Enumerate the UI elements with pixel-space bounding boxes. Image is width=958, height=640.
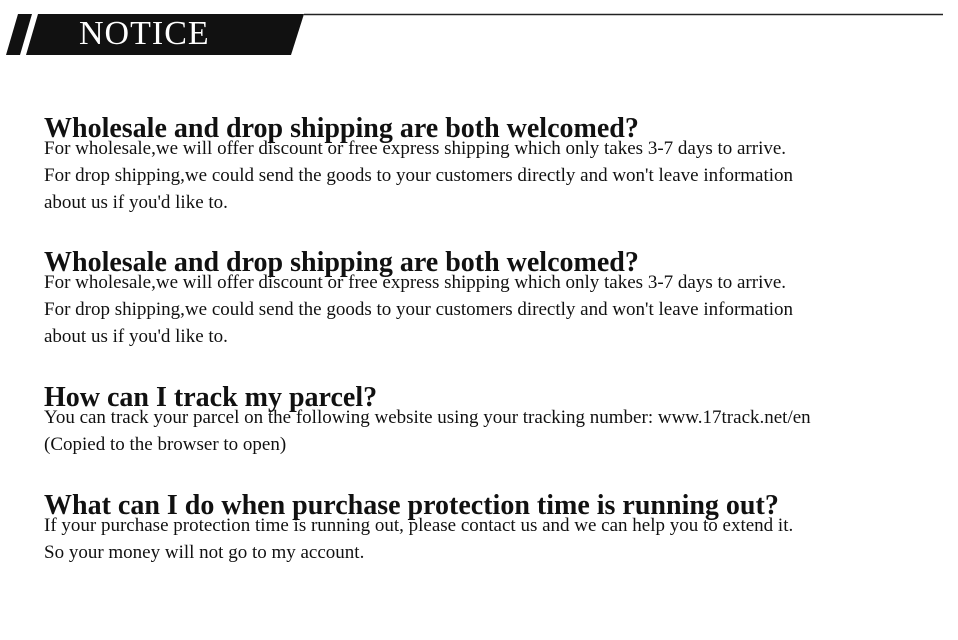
- faq-answer-line: about us if you'd like to.: [44, 326, 228, 347]
- faq-item-purchase-protection: [44, 491, 944, 566]
- faq-question: Wholesale and drop shipping are both welcomed?: [44, 247, 639, 278]
- notice-title: NOTICE: [79, 15, 210, 52]
- faq-question: What can I do when purchase protection time is running out?: [44, 490, 779, 521]
- faq-answer-line: So your money will not go to my account.: [44, 542, 365, 563]
- faq-answer: [44, 404, 944, 458]
- faq-answer-line: For drop shipping,we could send the goods to your customers directly and won't leave information: [44, 299, 794, 320]
- faq-answer-line: For drop shipping,we could send the goods to your customers directly and won't leave information: [44, 165, 794, 186]
- faq-item-wholesale-1: [44, 114, 944, 216]
- faq-answer: [44, 135, 944, 216]
- faq-answer-line: For wholesale,we will offer discount or free express shipping which only takes 3-7 days to arrive.: [44, 272, 787, 293]
- faq-answer-line: If your purchase protection time is running out, please contact us and we can help you to extend it.: [44, 515, 794, 536]
- faq-answer: [44, 512, 944, 566]
- faq-answer-line: You can track your parcel on the following website using your tracking number: www.17track.net/en: [44, 407, 811, 428]
- faq-question: How can I track my parcel?: [44, 382, 378, 413]
- faq-answer-line: For wholesale,we will offer discount or free express shipping which only takes 3-7 days to arrive.: [44, 138, 787, 159]
- notice-banner: [0, 0, 958, 60]
- faq-answer-line: about us if you'd like to.: [44, 192, 228, 213]
- faq-item-wholesale-2: [44, 248, 944, 350]
- faq-question: Wholesale and drop shipping are both welcomed?: [44, 113, 639, 144]
- faq-answer: [44, 269, 944, 350]
- faq-answer-line: (Copied to the browser to open): [44, 434, 287, 455]
- faq-item-tracking: [44, 383, 944, 458]
